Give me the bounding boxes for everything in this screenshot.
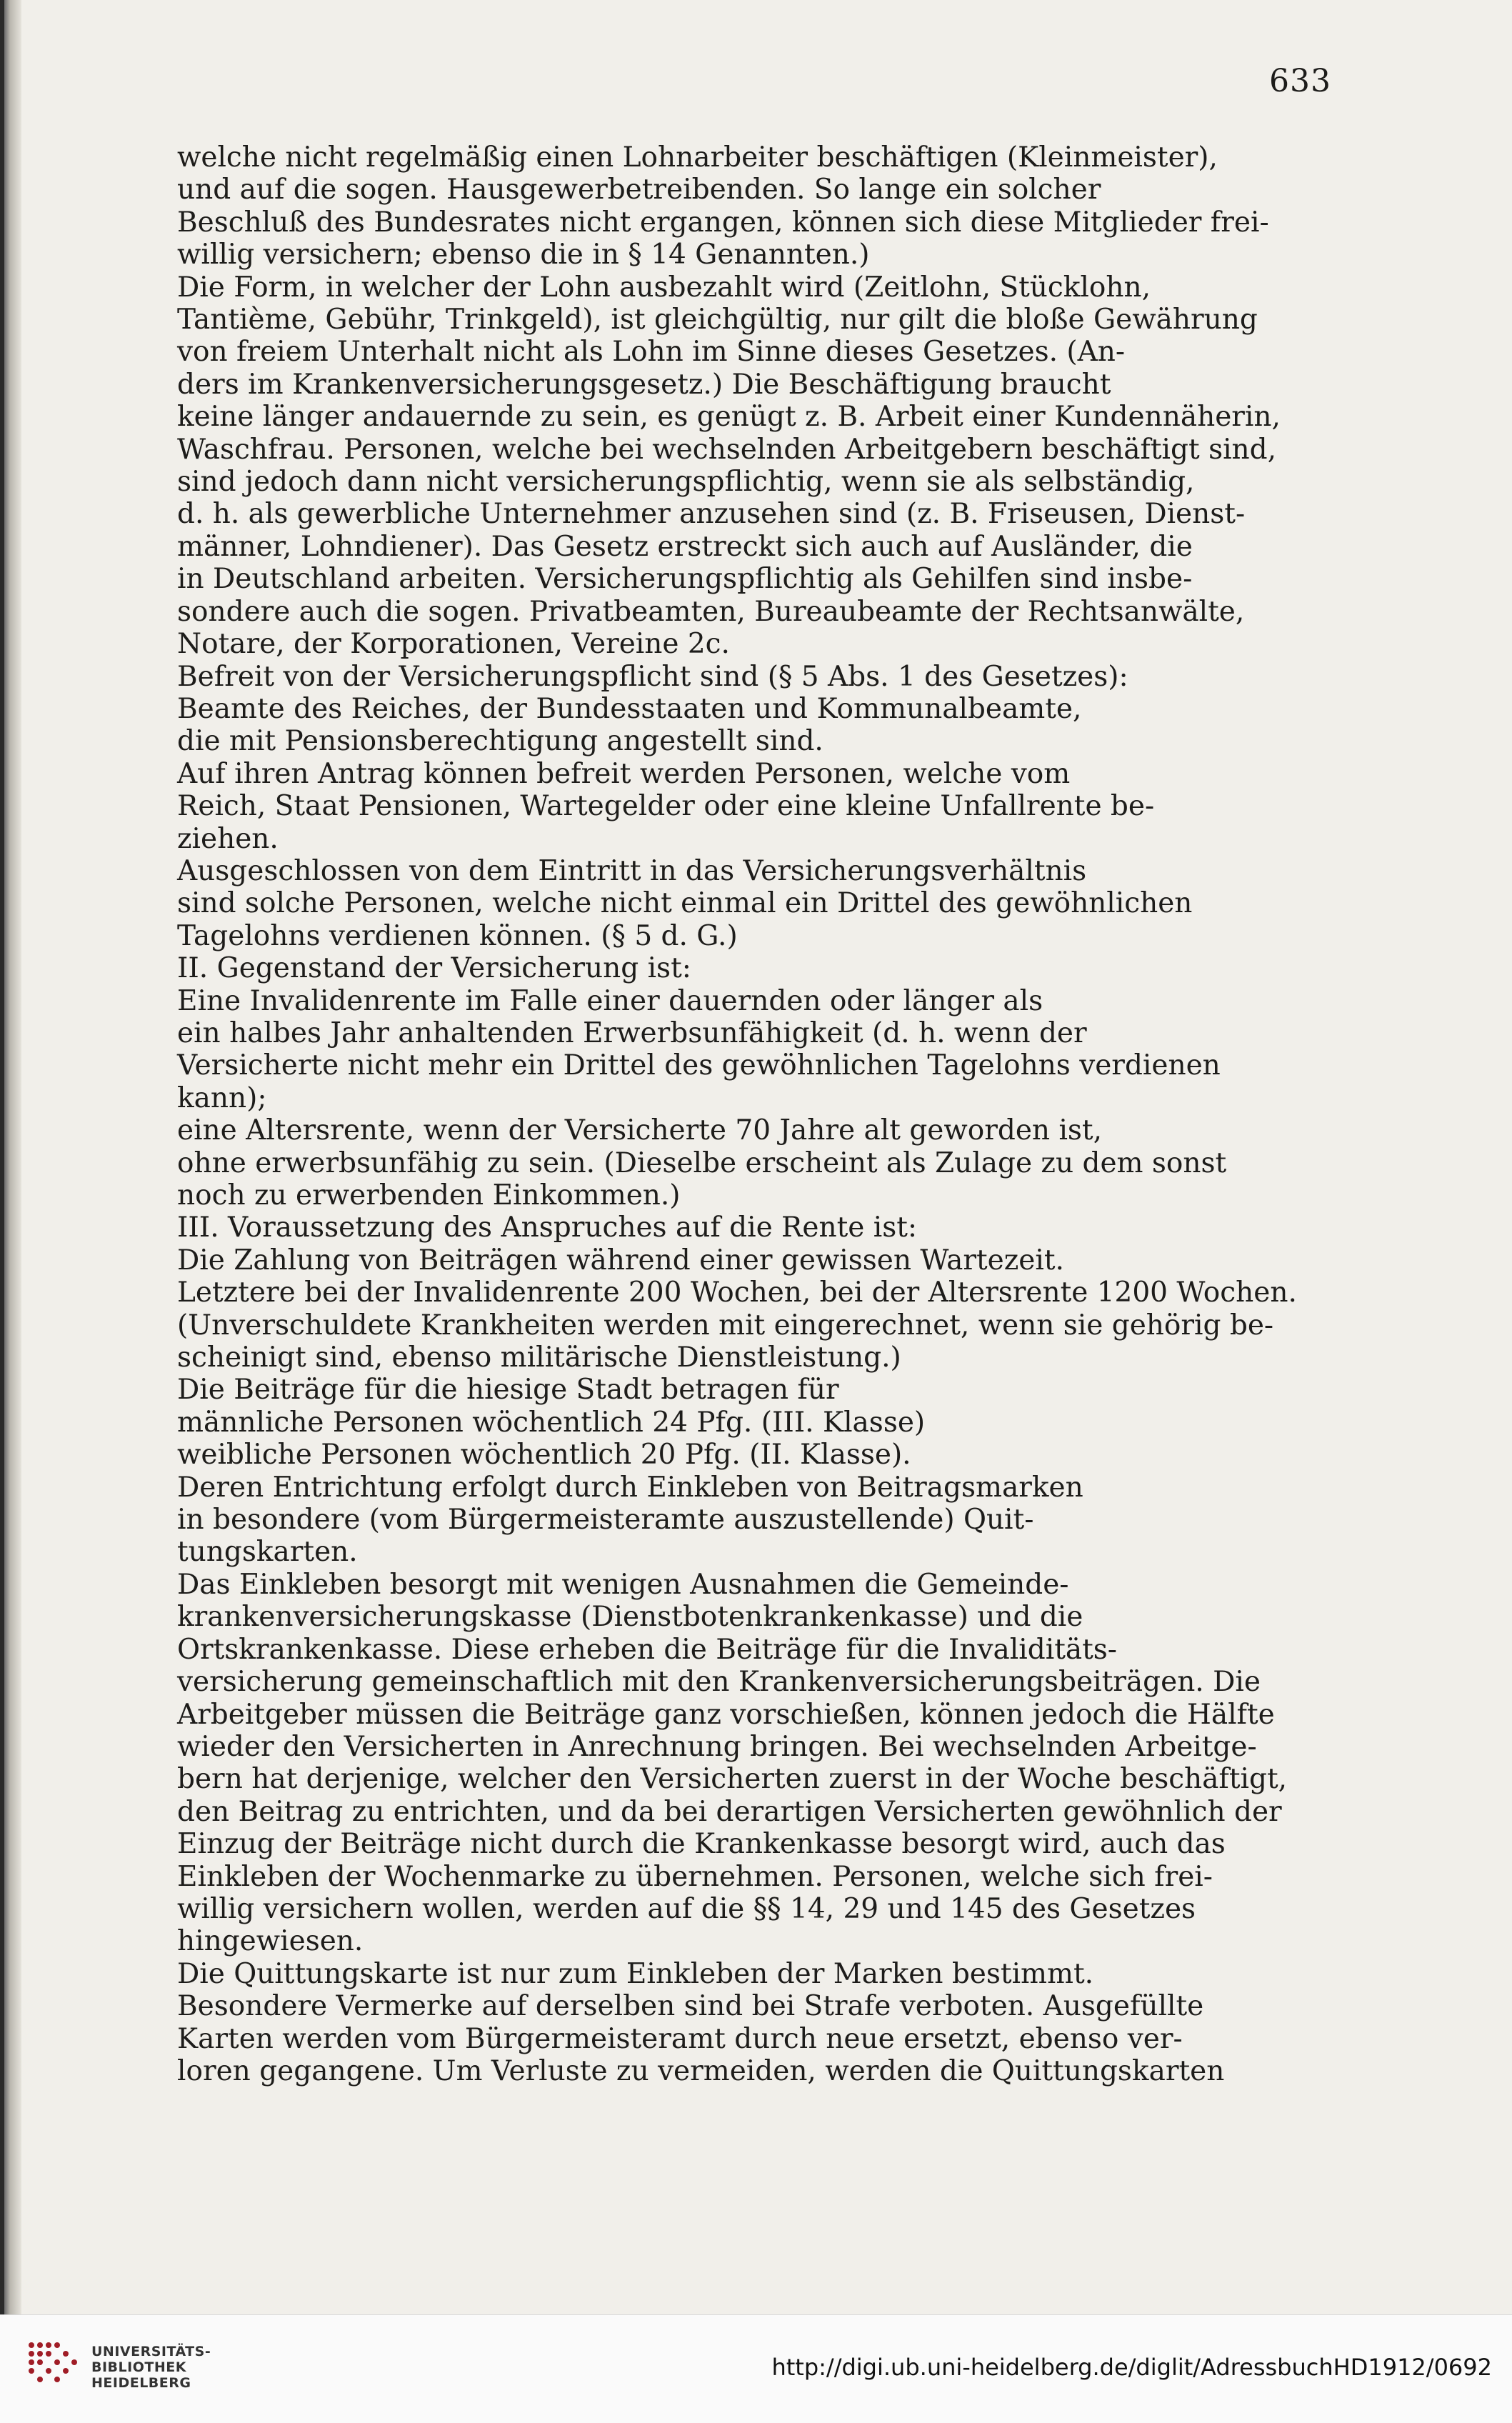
text-line: Waschfrau. Personen, welche bei wechselnden Arbeitgebern beschäftigt sind, [177,433,1277,466]
text-line: Tantième, Gebühr, Trinkgeld), ist gleichgültig, nur gilt die bloße Gewährung [177,304,1258,336]
text-line: loren gegangene. Um Verluste zu vermeiden, werden die Quittungskarten [177,2054,1225,2087]
text-line: d. h. als gewerbliche Unternehmer anzusehen sind (z. B. Friseusen, Dienst- [177,498,1246,531]
text-line: hingewiesen. [177,1925,364,1958]
text-line: Die Zahlung von Beiträgen während einer gewissen Wartezeit. [177,1244,1064,1277]
text-line: Eine Invalidenrente im Falle einer dauernden oder länger als [177,984,1043,1017]
text-line: in Deutschland arbeiten. Versicherungspflichtig als Gehilfen sind insbe- [177,563,1193,596]
library-logo-icon [29,2342,79,2392]
text-line: weibliche Personen wöchentlich 20 Pfg. (II. Klasse). [177,1439,911,1472]
text-line: Die Form, in welcher der Lohn ausbezahlt wird (Zeitlohn, Stücklohn, [177,271,1151,304]
text-line: Beschluß des Bundesrates nicht ergangen, können sich diese Mitglieder frei- [177,206,1269,239]
source-url-link[interactable]: http://digi.ub.uni-heidelberg.de/diglit/AdressbuchHD1912/0692 [771,2354,1492,2381]
text-line: und auf die sogen. Hausgewerbetreibenden. So lange ein solcher [177,174,1101,206]
text-line: keine länger andauernde zu sein, es genügt z. B. Arbeit einer Kundennäherin, [177,401,1281,434]
text-line: ziehen. [177,822,279,855]
text-line: den Beitrag zu entrichten, und da bei derartigen Versicherten gewöhnlich der [177,1795,1282,1828]
text-line: Letztere bei der Invalidenrente 200 Wochen, bei der Altersrente 1200 Wochen. [177,1277,1297,1309]
text-line: scheinigt sind, ebenso militärische Dienstleistung.) [177,1342,901,1374]
logo-line: UNIVERSITÄTS- [91,2344,211,2359]
text-line: versicherung gemeinschaftlich mit den Krankenversicherungsbeiträgen. Die [177,1666,1261,1699]
text-line: willig versichern; ebenso die in § 14 Genannten.) [177,239,870,271]
text-line: Das Einkleben besorgt mit wenigen Ausnahmen die Gemeinde- [177,1568,1069,1601]
text-line: Die Quittungskarte ist nur zum Einkleben der Marken bestimmt. [177,1957,1094,1990]
text-line: sondere auch die sogen. Privatbeamten, Bureaubeamte der Rechtsanwälte, [177,595,1245,628]
text-line: Versicherte nicht mehr ein Drittel des gewöhnlichen Tagelohns verdienen [177,1049,1221,1082]
text-line: männliche Personen wöchentlich 24 Pfg. (III. Klasse) [177,1406,926,1439]
text-line: tungskarten. [177,1536,358,1569]
text-line: II. Gegenstand der Versicherung ist: [177,952,691,985]
text-line: sind jedoch dann nicht versicherungspflichtig, wenn sie als selbständig, [177,466,1195,499]
text-line: sind solche Personen, welche nicht einmal ein Drittel des gewöhnlichen [177,887,1193,920]
footer-bar [0,2314,1512,2423]
text-line: Auf ihren Antrag können befreit werden Personen, welche vom [177,757,1071,790]
text-line: Deren Entrichtung erfolgt durch Einkleben von Beitragsmarken [177,1471,1083,1504]
text-line: Notare, der Korporationen, Vereine 2c. [177,628,730,661]
text-line: Ausgeschlossen von dem Eintritt in das Versicherungsverhältnis [177,854,1087,887]
text-line: kann); [177,1081,267,1114]
body-text [177,141,1341,2087]
text-line: ein halbes Jahr anhaltenden Erwerbsunfähigkeit (d. h. wenn der [177,1016,1087,1049]
text-line: ohne erwerbsunfähig zu sein. (Dieselbe erscheint als Zulage zu dem sonst [177,1146,1227,1179]
text-line: noch zu erwerbenden Einkommen.) [177,1179,681,1212]
logo-line: BIBLIOTHEK [91,2359,186,2375]
text-line: Einkleben der Wochenmarke zu übernehmen. Personen, welche sich frei- [177,1860,1213,1893]
text-line: Reich, Staat Pensionen, Wartegelder oder eine kleine Unfallrente be- [177,790,1155,823]
text-line: bern hat derjenige, welcher den Versicherten zuerst in der Woche beschäftigt, [177,1763,1288,1796]
text-line: Beamte des Reiches, der Bundesstaaten und Kommunalbeamte, [177,692,1082,725]
text-line: willig versichern wollen, werden auf die §§ 14, 29 und 145 des Gesetzes [177,1892,1196,1925]
text-line: Karten werden vom Bürgermeisteramt durch neue ersetzt, ebenso ver- [177,2022,1183,2055]
text-line: eine Altersrente, wenn der Versicherte 70 Jahre alt geworden ist, [177,1114,1102,1147]
text-line: (Unverschuldete Krankheiten werden mit eingerechnet, wenn sie gehörig be- [177,1309,1274,1342]
text-line: Arbeitgeber müssen die Beiträge ganz vorschießen, können jedoch die Hälfte [177,1698,1275,1731]
text-line: welche nicht regelmäßig einen Lohnarbeiter beschäftigen (Kleinmeister), [177,141,1218,174]
scan-binding-edge [0,0,21,2314]
logo-line: HEIDELBERG [91,2375,191,2391]
text-line: von freiem Unterhalt nicht als Lohn im Sinne dieses Gesetzes. (An- [177,336,1126,369]
text-line: Tagelohns verdienen können. (§ 5 d. G.) [177,919,738,952]
text-line: wieder den Versicherten in Anrechnung bringen. Bei wechselnden Arbeitge- [177,1730,1257,1763]
text-line: Einzug der Beiträge nicht durch die Krankenkasse besorgt wird, auch das [177,1828,1226,1861]
text-line: III. Voraussetzung des Anspruches auf die Rente ist: [177,1212,918,1244]
text-line: Befreit von der Versicherungspflicht sind (§ 5 Abs. 1 des Gesetzes): [177,660,1128,693]
text-line: die mit Pensionsberechtigung angestellt sind. [177,725,823,758]
page-number: 633 [1269,63,1331,99]
text-line: ders im Krankenversicherungsgesetz.) Die Beschäftigung braucht [177,368,1111,401]
library-logo[interactable] [29,2342,211,2392]
text-line: Ortskrankenkasse. Diese erheben die Beiträge für die Invaliditäts- [177,1633,1117,1666]
text-line: männer, Lohndiener). Das Gesetz erstreckt sich auch auf Ausländer, die [177,530,1193,563]
text-line: Besondere Vermerke auf derselben sind bei Strafe verboten. Ausgefüllte [177,1990,1204,2023]
text-line: in besondere (vom Bürgermeisteramte auszustellende) Quit- [177,1504,1034,1537]
text-line: Die Beiträge für die hiesige Stadt betragen für [177,1374,839,1407]
text-line: krankenversicherungskasse (Dienstbotenkrankenkasse) und die [177,1601,1083,1634]
library-logo-text [91,2344,211,2391]
